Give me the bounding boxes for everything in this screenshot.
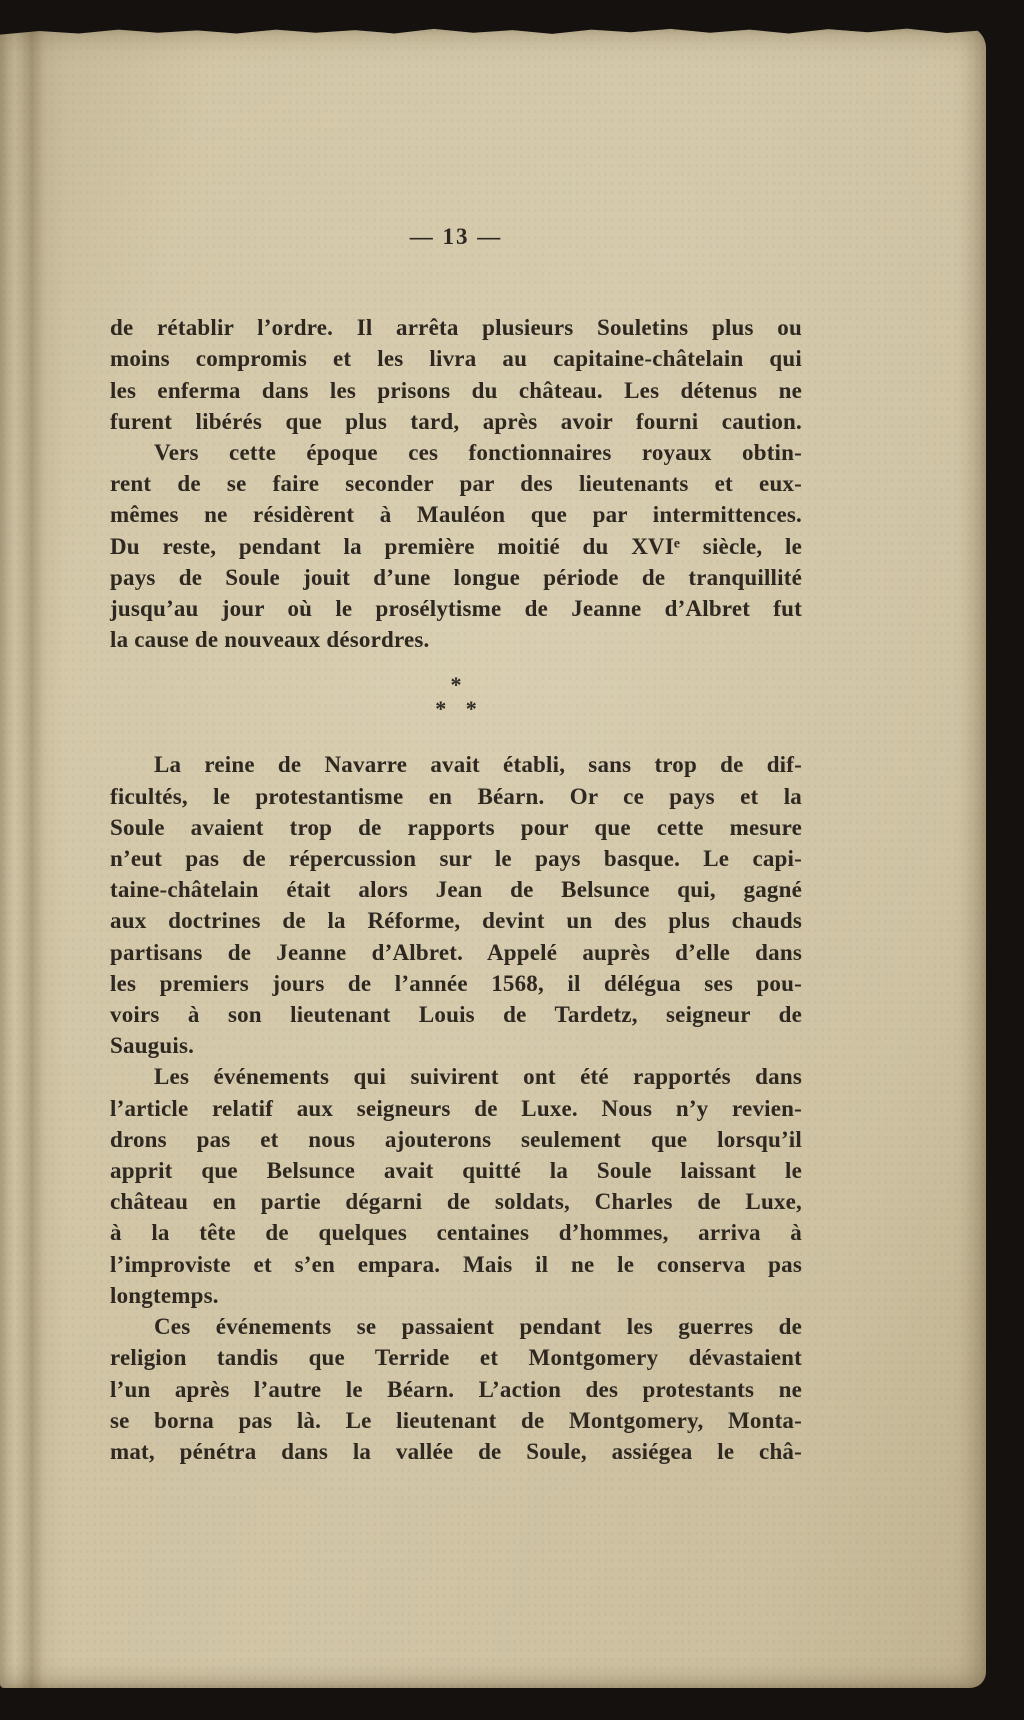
text-line: furent libérés que plus tard, après avoir fourni caution. bbox=[110, 408, 802, 434]
text-line: aux doctrines de la Réforme, devint un des plus chauds bbox=[110, 908, 802, 934]
asterism-top: * bbox=[450, 672, 469, 698]
text-line: La reine de Navarre avait établi, sans trop de dif- bbox=[154, 752, 802, 778]
text-line: longtemps. bbox=[110, 1282, 219, 1308]
text-line: Du reste, pendant la première moitié du XVIᵉ siècle, le bbox=[110, 533, 802, 559]
page-content bbox=[110, 221, 802, 1467]
text-line: Ces événements se passaient pendant les guerres de bbox=[154, 1314, 802, 1340]
book-page bbox=[0, 26, 986, 1688]
text-line: Sauguis. bbox=[110, 1033, 195, 1059]
text-line: l’improviste et s’en empara. Mais il ne le conserva pas bbox=[110, 1251, 802, 1277]
paragraph bbox=[110, 437, 802, 655]
text-line: pays de Soule jouit d’une longue période de tranquillité bbox=[110, 564, 802, 590]
text-line: se borna pas là. Le lieutenant de Montgomery, Monta- bbox=[110, 1407, 802, 1433]
text-line: Les événements qui suivirent ont été rapportés dans bbox=[154, 1064, 802, 1090]
text-line: n’eut pas de répercussion sur le pays basque. Le capi- bbox=[110, 846, 802, 872]
section-2 bbox=[110, 749, 802, 1467]
section-divider bbox=[110, 673, 802, 721]
text-line: à la tête de quelques centaines d’hommes, arriva à bbox=[110, 1220, 802, 1246]
page-fold bbox=[16, 26, 66, 1688]
text-line: taine-châtelain était alors Jean de Belsunce qui, gagné bbox=[110, 877, 802, 903]
text-line: moins compromis et les livra au capitaine-châtelain qui bbox=[110, 346, 802, 372]
paragraph bbox=[110, 1311, 802, 1467]
text-line: drons pas et nous ajouterons seulement que lorsqu’il bbox=[110, 1126, 802, 1152]
text-line: ficultés, le protestantisme en Béarn. Or ce pays et la bbox=[110, 783, 802, 809]
text-line: apprit que Belsunce avait quitté la Soule laissant le bbox=[110, 1158, 802, 1184]
page-number: — 13 — bbox=[409, 224, 503, 249]
section-1 bbox=[110, 312, 802, 655]
text-line: mat, pénétra dans la vallée de Soule, assiégea le châ- bbox=[110, 1438, 802, 1464]
paragraph bbox=[110, 749, 802, 1061]
paragraph bbox=[110, 1061, 802, 1311]
text-line: château en partie dégarni de soldats, Charles de Luxe, bbox=[110, 1189, 802, 1215]
text-line: les enferma dans les prisons du château. Les détenus ne bbox=[110, 377, 802, 403]
paragraph bbox=[110, 312, 802, 437]
text-line: l’article relatif aux seigneurs de Luxe. Nous n’y revien- bbox=[110, 1095, 802, 1121]
text-line: rent de se faire seconder par des lieutenants et eux- bbox=[110, 471, 802, 497]
text-line: Vers cette époque ces fonctionnaires royaux obtin- bbox=[154, 440, 802, 466]
asterism-bottom: * * bbox=[435, 696, 484, 722]
text-line: religion tandis que Terride et Montgomery dévastaient bbox=[110, 1345, 802, 1371]
text-line: de rétablir l’ordre. Il arrêta plusieurs Souletins plus ou bbox=[110, 315, 802, 341]
text-line: l’un après l’autre le Béarn. L’action des protestants ne bbox=[110, 1376, 802, 1402]
text-line: mêmes ne résidèrent à Mauléon que par intermittences. bbox=[110, 502, 802, 528]
text-line: Soule avaient trop de rapports pour que cette mesure bbox=[110, 814, 802, 840]
text-line: jusqu’au jour où le prosélytisme de Jeanne d’Albret fut bbox=[110, 596, 802, 622]
text-line: partisans de Jeanne d’Albret. Appelé auprès d’elle dans bbox=[110, 939, 802, 965]
text-line: voirs à son lieutenant Louis de Tardetz, seigneur de bbox=[110, 1002, 802, 1028]
text-line: les premiers jours de l’année 1568, il délégua ses pou- bbox=[110, 970, 802, 996]
text-line: la cause de nouveaux désordres. bbox=[110, 627, 430, 653]
